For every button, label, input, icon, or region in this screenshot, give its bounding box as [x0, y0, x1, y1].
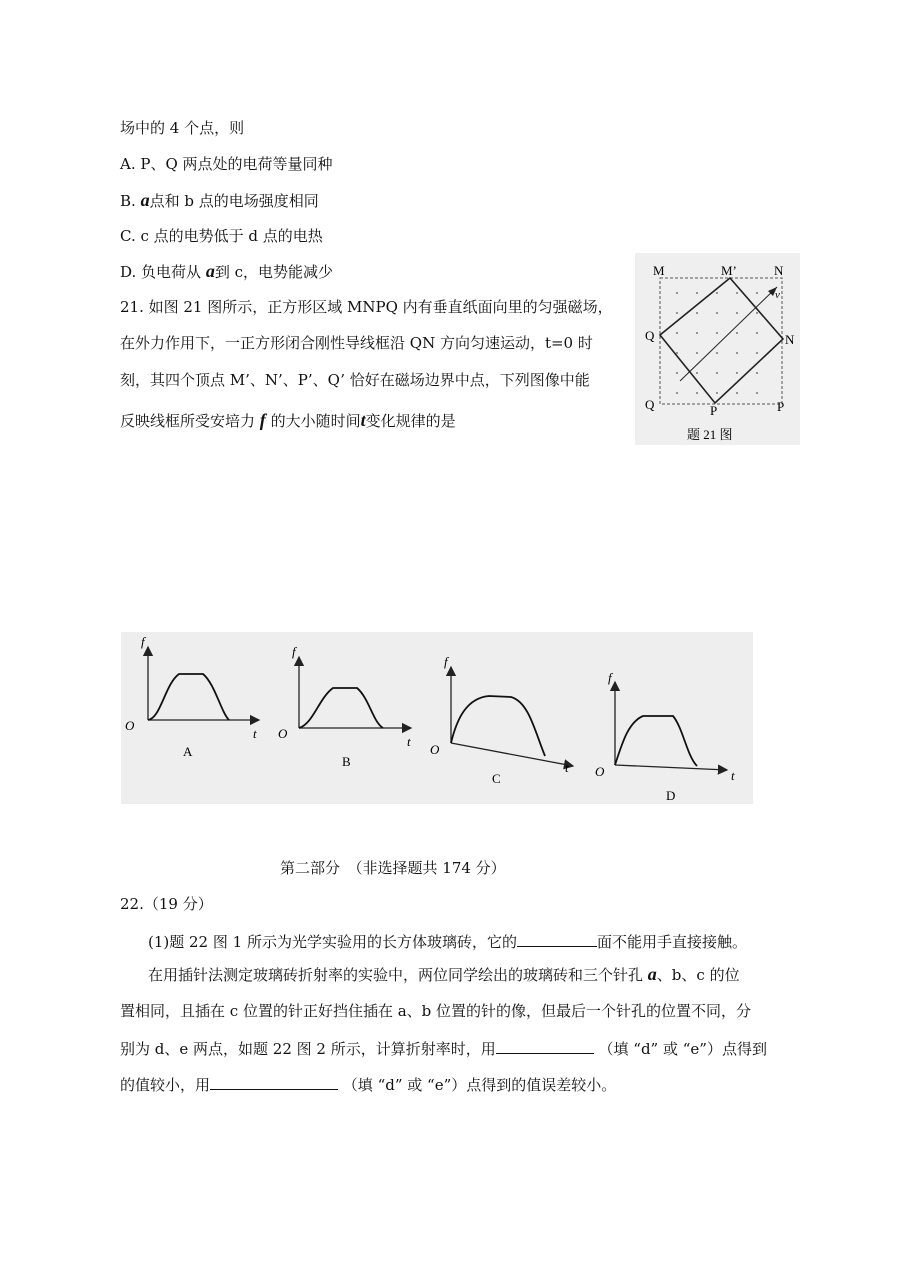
graph-c-t-label: t	[565, 760, 569, 775]
option-d-var: a	[205, 261, 215, 281]
q21-var-t: t	[360, 410, 366, 430]
label-Q-prime: Q	[645, 328, 655, 343]
option-b	[120, 190, 319, 211]
graph-d-t-axis	[615, 765, 727, 770]
answer-blank-2[interactable]	[496, 1037, 594, 1054]
q22-part2-line-1	[148, 964, 740, 985]
graph-d-curve	[615, 716, 697, 766]
q21-line-4-b: 的大小随时间	[270, 412, 361, 430]
graph-a-f-label: f	[141, 634, 145, 649]
graph-b-f-label: f	[292, 644, 296, 659]
q22-part1-b: 面不能用手直接接触。	[596, 933, 747, 951]
label-velocity: v	[775, 289, 780, 301]
label-P-prime: P	[710, 403, 718, 418]
option-a: A. P、Q 两点处的电荷等量同种	[120, 155, 333, 173]
answer-blank-3[interactable]	[210, 1073, 338, 1090]
graph-a-letter: A	[183, 744, 193, 759]
option-d-rest: 到 c，电势能减少	[214, 263, 333, 281]
option-c: C. c 点的电势低于 d 点的电热	[120, 227, 323, 245]
q22-p2-l1-a: 在用插针法测定玻璃砖折射率的实验中，两位同学绘出的玻璃砖和三个针孔	[148, 966, 644, 984]
q22-part2-line-4	[120, 1073, 616, 1095]
graph-c-curve	[451, 696, 545, 756]
q22-part1-a: (1)题 22 图 1 所示为光学实验用的长方体玻璃砖，它的	[148, 933, 517, 951]
answer-graphs-svg	[121, 632, 753, 804]
graph-c-origin: O	[430, 742, 440, 757]
answer-graphs	[121, 632, 753, 804]
graph-d-f-label: f	[608, 670, 612, 685]
q20-stem-tail: 场中的 4 个点，则	[120, 119, 245, 137]
graph-d-t-label: t	[731, 768, 735, 783]
q22-p2-l3-b: （填 “d” 或 “e”）点得到	[598, 1040, 767, 1058]
label-Q: Q	[645, 397, 655, 412]
q21-line-4	[120, 410, 456, 431]
q22-p2-l4-b: （填 “d” 或 “e”）点得到的值误差较小。	[342, 1076, 617, 1094]
answer-blank-1[interactable]	[517, 930, 597, 947]
graph-b-curve	[299, 688, 383, 728]
q21-line-4-a: 反映线框所受安培力	[120, 412, 256, 430]
label-M-prime: M’	[721, 263, 737, 278]
graph-d	[595, 670, 735, 803]
option-b-prefix: B.	[120, 192, 136, 210]
q22-p2-l1-b: 、b、c 的位	[656, 966, 740, 984]
graph-a	[125, 634, 259, 759]
graph-c	[430, 654, 573, 786]
q22-p2-l4-a: 的值较小，用	[120, 1076, 211, 1094]
graph-a-origin: O	[125, 718, 135, 733]
q21-line-2: 在外力作用下，一正方形闭合刚性导线框沿 QN 方向匀速运动，t=0 时	[120, 334, 593, 352]
graph-a-curve	[148, 674, 229, 720]
graph-c-f-label: f	[444, 654, 448, 669]
label-N: N	[774, 263, 784, 278]
graph-b-letter: B	[342, 754, 351, 769]
label-N-prime: N	[785, 332, 795, 347]
graph-a-t-label: t	[253, 726, 257, 741]
field-dots	[676, 292, 758, 394]
figure-21-caption: 题 21 图	[687, 427, 733, 442]
graph-c-t-axis	[451, 743, 573, 766]
graph-b-t-label: t	[407, 734, 411, 749]
q22-p2-l3-a: 别为 d、e 两点，如题 22 图 2 所示，计算折射率时，用	[120, 1040, 496, 1058]
option-d-prefix: D. 负电荷从	[120, 263, 202, 281]
q22-heading: 22.（19 分）	[120, 895, 213, 913]
q22-part2-line-2: 置相同，且插在 c 位置的针正好挡住插在 a、b 位置的针的像，但最后一个针孔的位置不同，分	[120, 1002, 752, 1020]
graph-c-letter: C	[492, 771, 501, 786]
graph-d-letter: D	[666, 788, 676, 803]
q22-var-a: a	[647, 964, 657, 984]
q22-part1	[148, 930, 747, 952]
graph-d-origin: O	[595, 764, 605, 779]
figure-21-svg	[635, 253, 800, 445]
q22-part2-line-3	[120, 1037, 767, 1059]
option-b-var: a	[140, 190, 150, 210]
part-two-heading: 第二部分 （非选择题共 174 分）	[280, 859, 506, 877]
figure-21	[635, 253, 800, 445]
graph-b	[278, 644, 411, 769]
option-d	[120, 261, 333, 282]
q21-line-4-c: 变化规律的是	[365, 412, 456, 430]
q21-var-f: f	[259, 410, 266, 430]
motion-direction-line	[680, 287, 777, 381]
label-M: M	[653, 263, 665, 278]
option-b-rest: 点和 b 点的电场强度相同	[149, 192, 319, 210]
label-P: P	[777, 399, 785, 414]
graph-b-origin: O	[278, 726, 288, 741]
q21-line-1: 21. 如图 21 图所示，正方形区域 MNPQ 内有垂直纸面向里的匀强磁场，	[120, 298, 613, 316]
q21-line-3: 刻，其四个顶点 M’、N’、P’、Q’ 恰好在磁场边界中点，下列图像中能	[120, 371, 590, 389]
